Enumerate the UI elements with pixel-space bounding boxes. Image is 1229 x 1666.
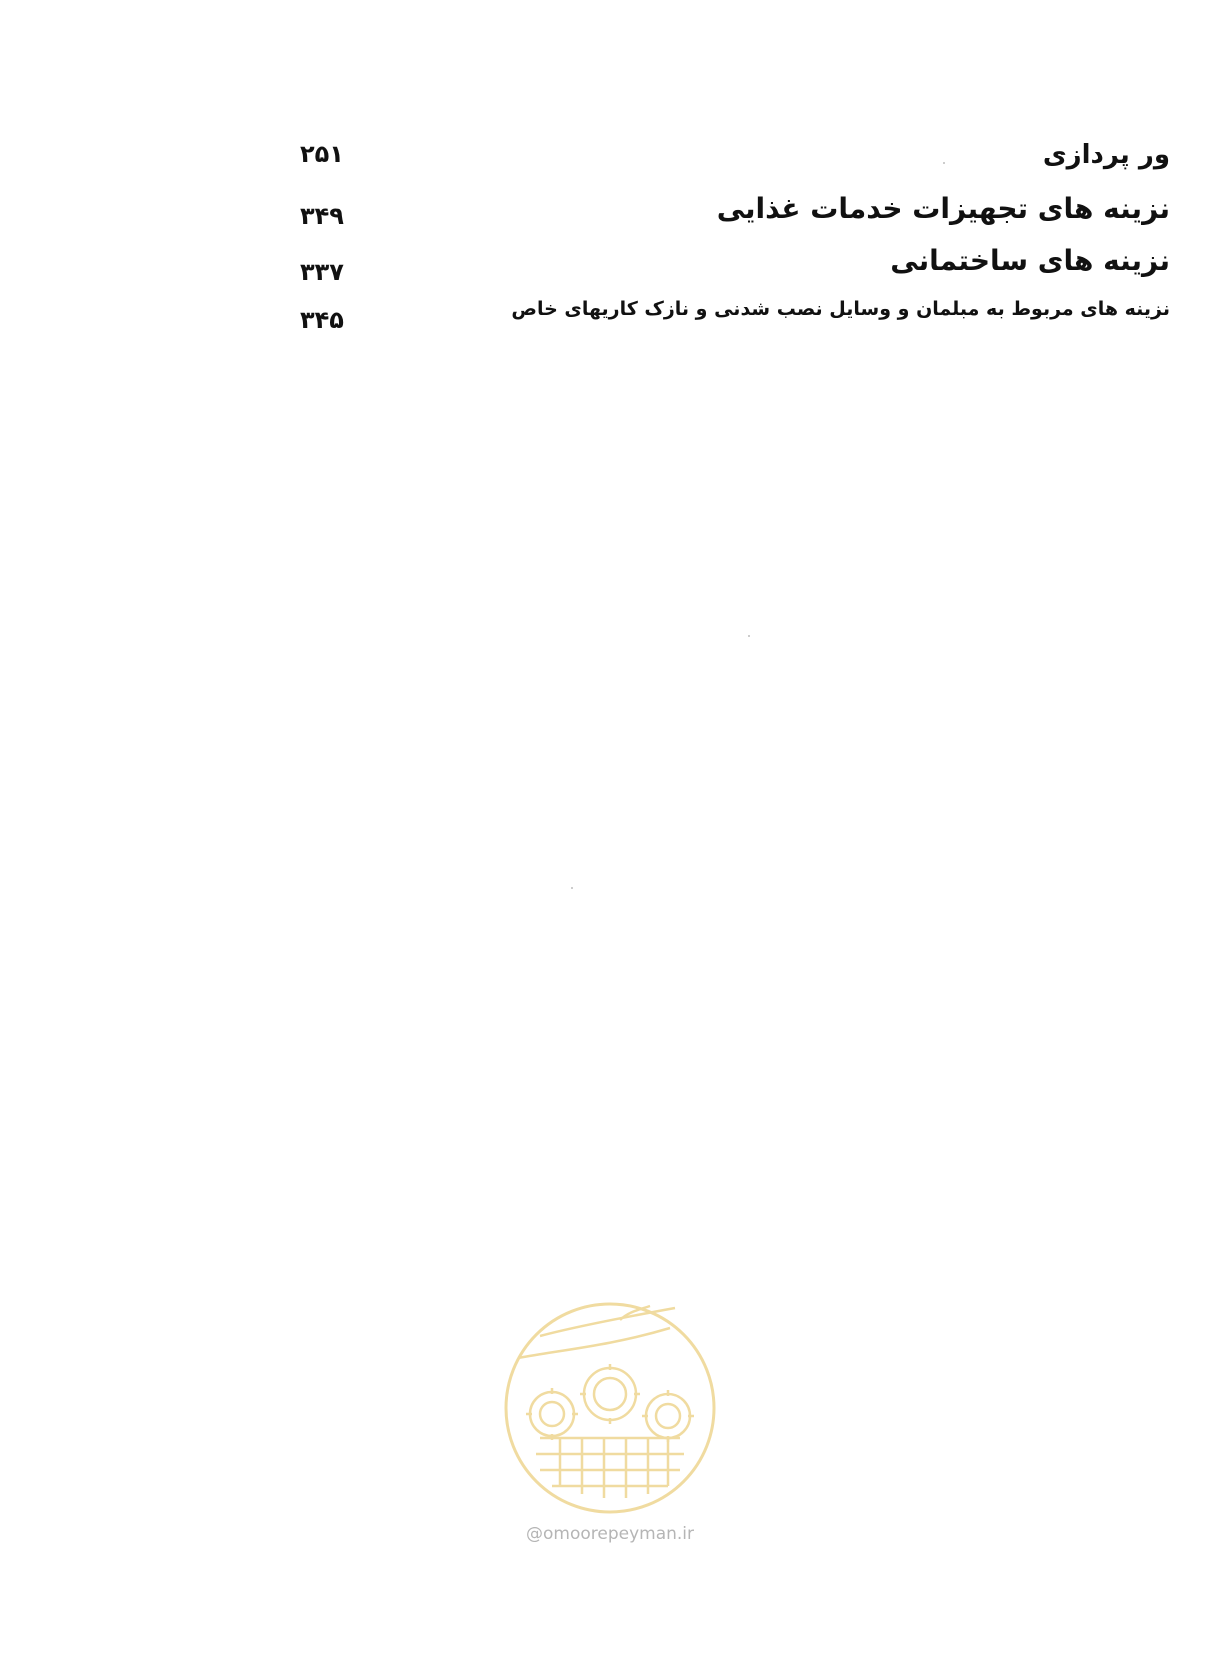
watermark [500,1298,720,1578]
toc-entry [300,192,1170,232]
toc-entry [300,244,1170,284]
table-of-contents [0,0,1229,360]
toc-entry [300,296,1170,336]
watermark-site-text: @omoorepeyman.ir [525,1524,695,1544]
toc-entry [300,140,1170,180]
scan-speck [748,635,750,637]
toc-entry-page: ۳۴۹ [300,202,344,230]
scan-speck [571,887,573,889]
toc-entry-title: ور پردازی [1042,140,1170,170]
toc-entry-title: نزینه های تجهیزات خدمات غذایی [716,192,1170,225]
toc-entry-title: نزینه های مربوط به مبلمان و وسایل نصب شدنی و نازک کاریهای خاص [511,298,1170,320]
watermark-logo-icon [500,1298,720,1518]
scan-speck [943,162,945,164]
toc-entry-page: ۳۴۵ [300,306,344,334]
toc-entry-page: ۲۵۱ [300,140,344,168]
toc-entry-title: نزینه های ساختمانی [890,244,1170,277]
toc-entry-page: ۳۳۷ [300,258,344,286]
